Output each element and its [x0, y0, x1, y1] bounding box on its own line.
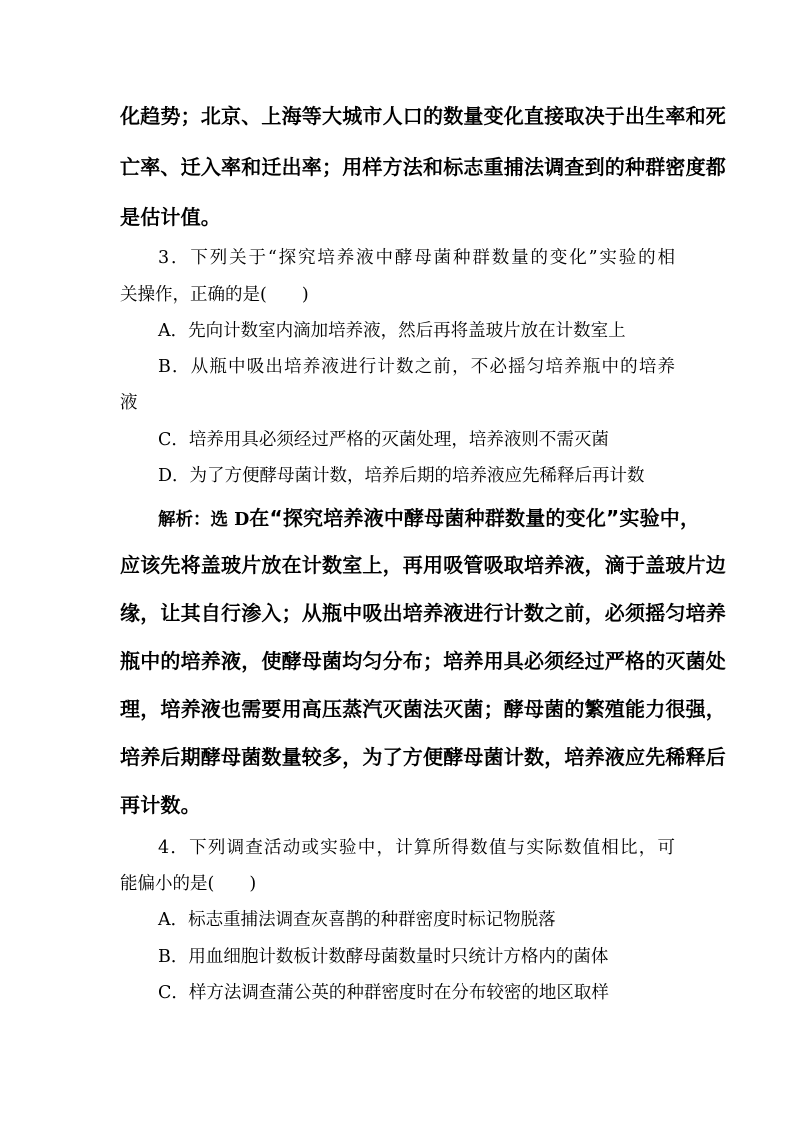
- paragraph-line-3: 是估计值。: [120, 205, 221, 229]
- q3-stem-line-2: 关操作，正确的是( ): [120, 285, 309, 305]
- analysis-line-5: 培养后期酵母菌数量较多，为了方便酵母菌计数，培养液应先稀释后: [120, 745, 726, 769]
- q4-stem-line-2: 能偏小的是( ): [120, 874, 257, 894]
- analysis-first-line: [158, 502, 701, 531]
- analysis-line-2: 缘，让其自行渗入；从瓶中吸出培养液进行计数之前，必须摇匀培养: [120, 601, 726, 625]
- q3-option-b-line-1: B．从瓶中吸出培养液进行计数之前，不必摇匀培养瓶中的培养: [158, 357, 675, 377]
- q3-option-d: D．为了方便酵母菌计数，培养后期的培养液应先稀释后再计数: [158, 466, 645, 486]
- analysis-line-3: 瓶中的培养液，使酵母菌均匀分布；培养用具必须经过严格的灭菌处: [120, 649, 726, 673]
- analysis-line-4: 理，培养液也需要用高压蒸汽灭菌法灭菌；酵母菌的繁殖能力很强，: [120, 697, 726, 721]
- q4-option-c: C．样方法调查蒲公英的种群密度时在分布较密的地区取样: [158, 983, 609, 1003]
- q3-option-c: C．培养用具必须经过严格的灭菌处理，培养液则不需灭菌: [158, 430, 609, 450]
- q3-stem-line-1: 3．下列关于“探究培养液中酵母菌种群数量的变化”实验的相: [158, 248, 675, 268]
- q3-option-a: A．先向计数室内滴加培养液，然后再将盖玻片放在计数室上: [158, 321, 626, 341]
- analysis-line-1: 应该先将盖玻片放在计数室上，再用吸管吸取培养液，滴于盖玻片边: [120, 553, 726, 577]
- paragraph-line-1: 化趋势；北京、上海等大城市人口的数量变化直接取决于出生率和死: [120, 104, 726, 128]
- q3-option-b-line-2: 液: [120, 393, 138, 413]
- analysis-label: 解析：选 D: [158, 510, 250, 530]
- paragraph-line-2: 亡率、迁入率和迁出率；用样方法和标志重捕法调查到的种群密度都: [120, 155, 726, 179]
- q4-option-b: B．用血细胞计数板计数酵母菌数量时只统计方格内的菌体: [158, 947, 609, 967]
- q4-option-a: A．标志重捕法调查灰喜鹊的种群密度时标记物脱落: [158, 910, 556, 930]
- analysis-line-0: 在“探究培养液中酵母菌种群数量的变化”实验中，: [249, 506, 701, 530]
- q4-stem-line-1: 4．下列调查活动或实验中，计算所得数值与实际数值相比，可: [158, 838, 675, 858]
- analysis-line-6: 再计数。: [120, 793, 201, 817]
